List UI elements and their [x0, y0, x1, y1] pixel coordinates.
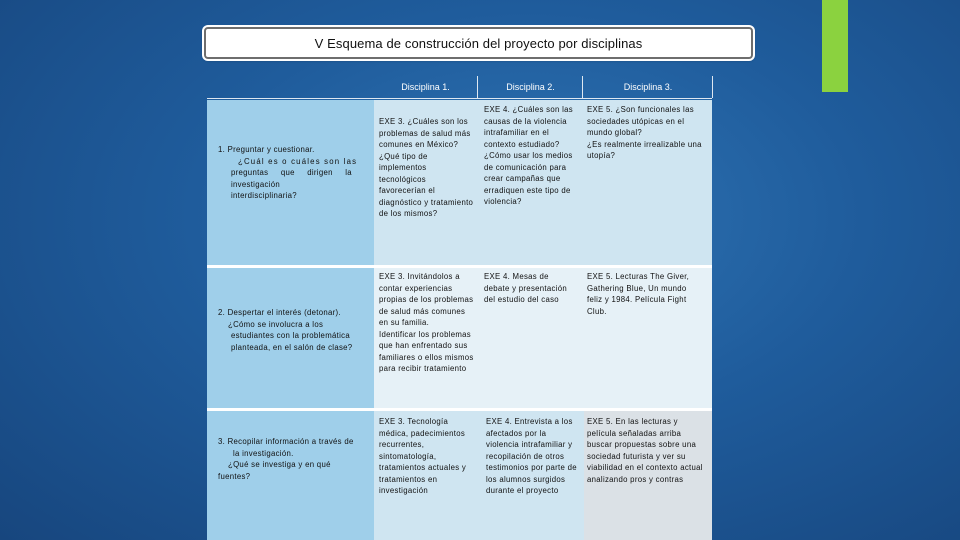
green-accent-bar [822, 0, 848, 92]
row3-question-line: ¿Qué se investiga y en qué [228, 460, 331, 469]
cell-text [587, 271, 689, 317]
cell-text [587, 104, 702, 162]
row2-discipline3-cell [584, 268, 712, 408]
header-discipline-3: Disciplina 3. [623, 82, 673, 92]
cell-text-line: contexto estudiado? [484, 139, 560, 149]
cell-text-line: ¿Es realmente irrealizable una [587, 139, 702, 149]
cell-text-line: intrafamiliar en el [484, 128, 550, 137]
cell-text-line: crear campañas que [484, 174, 561, 183]
cell-text-line: problemas de salud más [379, 128, 471, 138]
cell-text-line: médica, padecimientos [379, 428, 466, 438]
cell-text-line: que han enfrentado sus [379, 341, 468, 350]
cell-text-line: violencia? [484, 197, 522, 206]
cell-text [587, 416, 703, 485]
cell-text-line: analizando pros y contras [587, 474, 684, 484]
header-discipline-2: Disciplina 2. [506, 82, 555, 92]
row1-question-line: interdisciplinaria? [231, 191, 297, 200]
cell-text-line: testimonios por parte de [486, 463, 577, 472]
header-divider [477, 76, 478, 98]
cell-text-line: ¿Cómo usar los medios [484, 151, 573, 160]
row2-discipline1-cell [374, 268, 479, 408]
row2-question-line: estudiantes con la problemática [231, 331, 350, 340]
row2-question-line: 2. Despertar el interés (detonar). [218, 308, 341, 317]
cell-text-line: erradiquen este tipo de [484, 185, 571, 195]
row3-question-line: 3. Recopilar información a través de [218, 437, 354, 446]
row3-discipline1-cell [374, 411, 479, 540]
cell-text-line: EXE 4. Entrevista a los [486, 417, 573, 426]
cell-text-line: causas de la violencia [484, 116, 567, 126]
cell-text-line: EXE 3. ¿Cuáles son los [379, 117, 468, 126]
cell-text-line: violencia intrafamiliar y [486, 440, 573, 449]
cell-text-line: Club. [587, 306, 607, 316]
row1-discipline3-cell [584, 100, 712, 265]
cell-text-line: EXE 4. ¿Cuáles son las [484, 105, 573, 114]
row3-question-line: la investigación. [233, 448, 294, 458]
cell-text-line: comunes en México? [379, 140, 459, 149]
row3-question-cell [207, 411, 374, 540]
cell-text [379, 271, 474, 375]
header-divider [582, 76, 583, 98]
cell-text-line: del estudio del caso [484, 295, 559, 304]
cell-text-line: sintomatología, [379, 451, 437, 461]
cell-text-line: diagnóstico y tratamiento [379, 197, 474, 207]
cell-text-line: implementos [379, 163, 427, 172]
cell-text-line: de los mismos? [379, 209, 438, 218]
cell-text-line: tratamientos en [379, 474, 438, 484]
cell-text-line: familiares o ellos mismos [379, 352, 474, 362]
cell-text-line: EXE 3. Invitándolos a [379, 272, 460, 281]
row1-question-line: investigación [231, 179, 280, 189]
cell-text-line: feliz y 1984. Película Fight [587, 295, 687, 304]
cell-text [379, 116, 473, 220]
row2-question-cell [207, 268, 374, 408]
row2-question-line: ¿Cómo se involucra a los [228, 319, 324, 329]
cell-text-line: recurrentes, [379, 440, 425, 449]
cell-text-line: sociedad futurista y ver su [587, 451, 686, 461]
cell-text-line: tecnológicos [379, 174, 426, 184]
cell-text-line: Gathering Blue, Un mundo [587, 283, 687, 293]
cell-text-line: viabilidad en el contexto actual [587, 463, 703, 472]
cell-text-line: afectados por la [486, 428, 547, 438]
row1-question-line: preguntas que dirigen la [231, 168, 352, 177]
cell-text-line: mundo global? [587, 128, 643, 137]
cell-text-line: contar experiencias [379, 283, 453, 293]
cell-text-line: sociedades utópicas en el [587, 116, 685, 126]
cell-text-line: para recibir tratamiento [379, 364, 467, 373]
cell-text-line: EXE 3. Tecnología [379, 417, 449, 426]
cell-text-line: propias de los problemas [379, 295, 474, 304]
cell-text-line: ¿Qué tipo de [379, 151, 428, 161]
cell-text [486, 416, 577, 497]
row1-discipline1-cell [374, 100, 479, 265]
cell-text [379, 416, 466, 497]
cell-text-line: tratamientos actuales y [379, 463, 467, 472]
row1-question-cell [207, 100, 374, 265]
row3-discipline3-cell [584, 411, 712, 540]
slide-title-box [204, 27, 753, 59]
cell-text-line: EXE 5. ¿Son funcionales las [587, 105, 694, 114]
row3-discipline2-cell [479, 411, 584, 540]
cell-text-line: investigación [379, 486, 428, 495]
cell-text-line: en su familia. [379, 318, 430, 327]
cell-text-line: los alumnos surgidos [486, 474, 566, 484]
cell-text [484, 271, 567, 306]
header-discipline-1: Disciplina 1. [401, 82, 450, 92]
cell-text-line: EXE 5. En las lecturas y [587, 417, 678, 426]
cell-text-line: película señaladas arriba [587, 428, 682, 438]
row3-question-line: fuentes? [218, 471, 251, 481]
row1-discipline2-cell [479, 100, 584, 265]
cell-text-line: EXE 5. Lecturas The Giver, [587, 272, 690, 281]
cell-text-line: EXE 4. Mesas de [484, 272, 549, 281]
cell-text-line: de comunicación para [484, 162, 567, 172]
cell-text-line: utopía? [587, 151, 616, 160]
cell-text-line: Identificar los problemas [379, 329, 472, 339]
slide-title: V Esquema de construcción del proyecto por disciplinas [314, 35, 643, 51]
cell-text-line: favorecerían el [379, 186, 436, 195]
cell-text [484, 104, 573, 208]
cell-text-line: de salud más comunes [379, 306, 466, 316]
header-divider [712, 76, 713, 98]
cell-text-line: durante el proyecto [486, 486, 559, 495]
cell-text-line: debate y presentación [484, 283, 568, 293]
row1-question-line: ¿Cuál es o cuáles son las [238, 156, 358, 166]
row2-discipline2-cell [479, 268, 584, 408]
row1-question-line: 1. Preguntar y cuestionar. [218, 145, 315, 154]
header-underline [207, 98, 712, 99]
cell-text-line: buscar propuestas sobre una [587, 440, 697, 449]
row2-question-line: planteada, en el salón de clase? [231, 342, 353, 352]
cell-text-line: recopilación de otros [486, 451, 565, 461]
